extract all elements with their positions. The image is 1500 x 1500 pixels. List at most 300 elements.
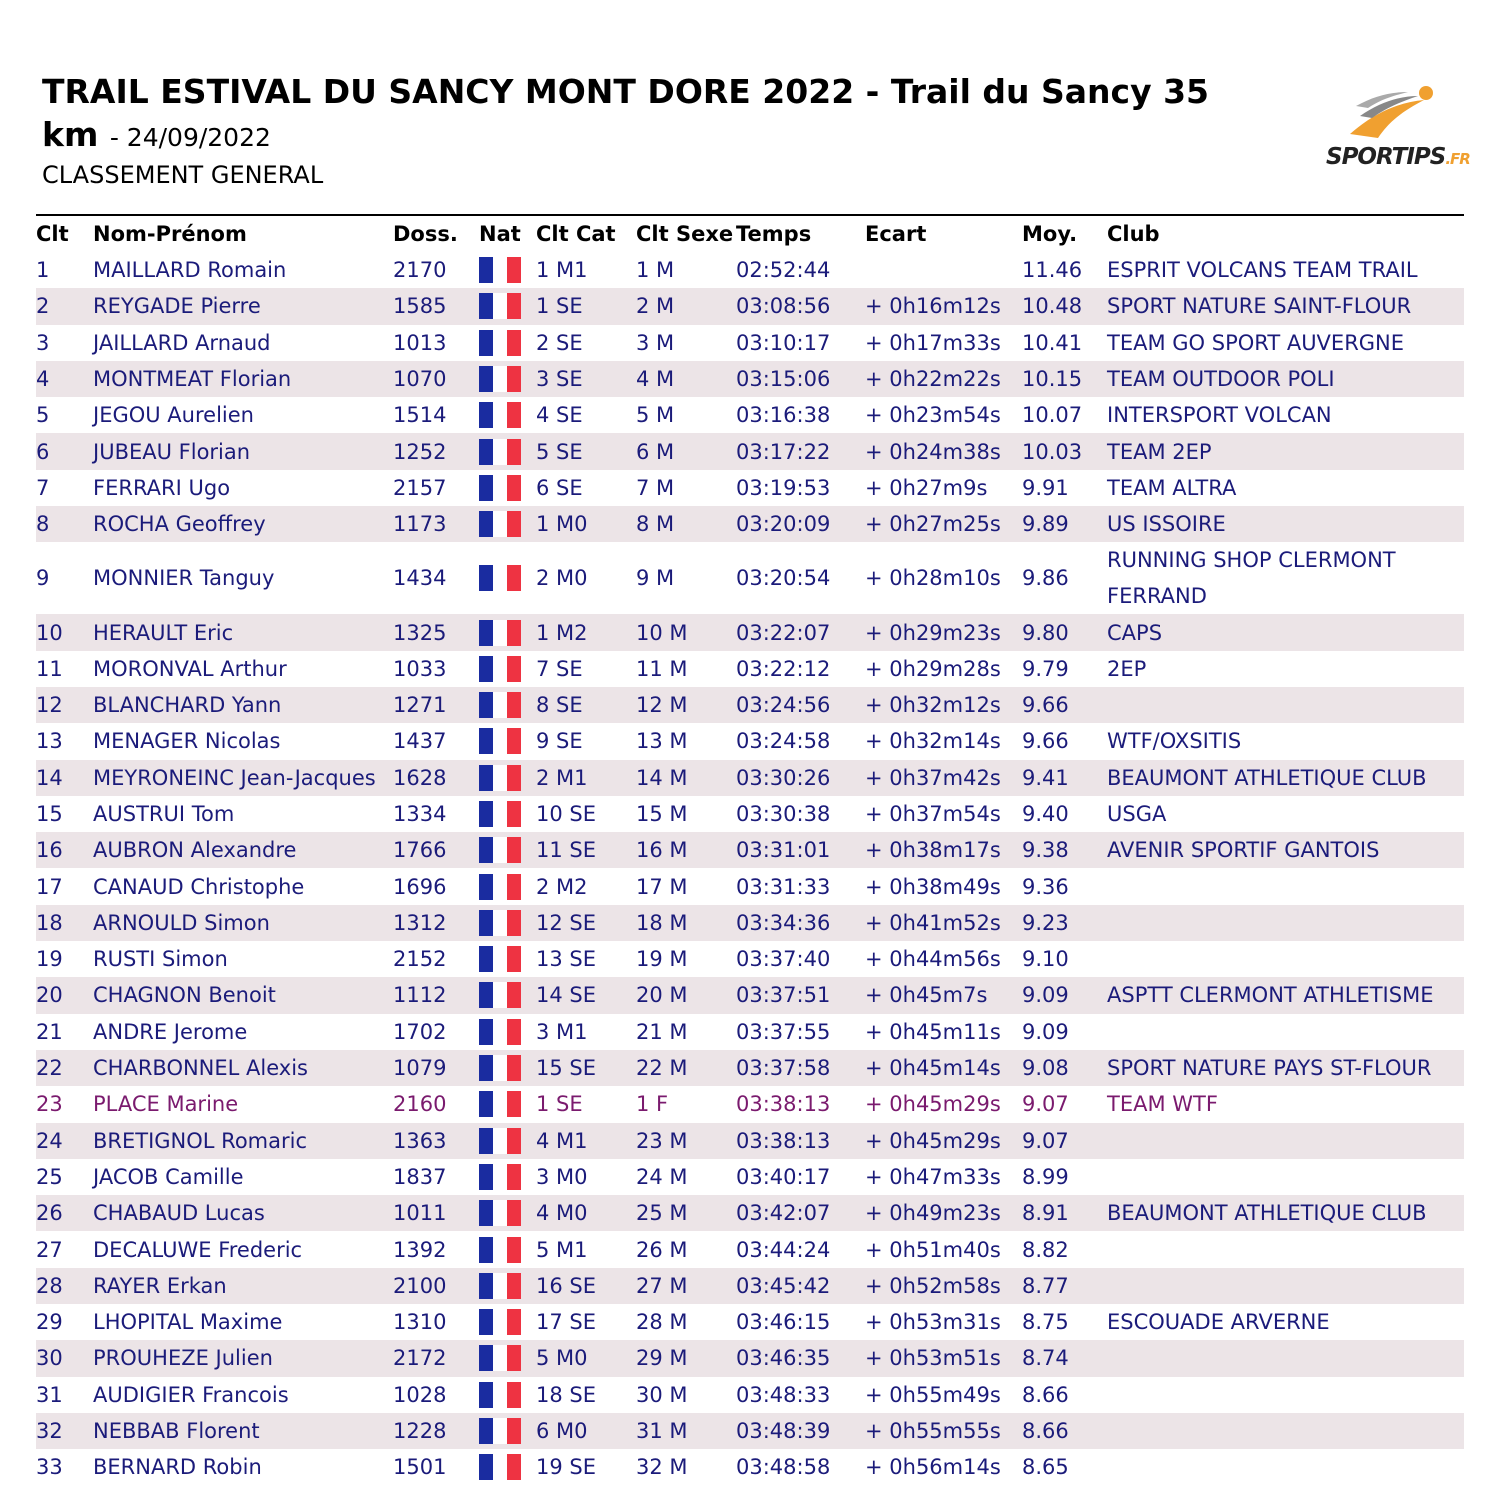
cell-nat <box>479 723 536 759</box>
cell-club: ESCOUADE ARVERNE <box>1107 1310 1330 1335</box>
cell-ecart: + 0h32m12s <box>865 693 1001 718</box>
cell-clt: 10 <box>36 620 63 645</box>
cell-name[interactable]: LHOPITAL Maxime <box>93 1310 283 1335</box>
cell-ecart: + 0h44m56s <box>865 947 1001 972</box>
cell-temps: 03:37:55 <box>736 1019 831 1044</box>
cell-nat <box>479 687 536 723</box>
cell-club <box>1107 1377 1464 1413</box>
cell-name[interactable]: MORONVAL Arthur <box>93 656 287 681</box>
france-flag-icon <box>479 511 521 537</box>
cell-clt: 7 <box>36 475 50 500</box>
cell-clt: 12 <box>36 693 63 718</box>
cell-clt-cat: 8 SE <box>536 693 583 718</box>
cell-temps: 03:46:35 <box>736 1346 831 1371</box>
cell-doss: 1033 <box>393 656 447 681</box>
table-row <box>36 506 1464 542</box>
france-flag-icon <box>479 330 521 356</box>
logo-text <box>1326 144 1470 170</box>
cell-name[interactable]: RUSTI Simon <box>93 947 228 972</box>
cell-clt: 5 <box>36 403 50 428</box>
cell-clt-sexe: 29 M <box>636 1346 688 1371</box>
table-row <box>36 1231 1464 1267</box>
cell-clt-cat: 16 SE <box>536 1273 596 1298</box>
cell-temps: 03:08:56 <box>736 294 831 319</box>
cell-moy: 8.91 <box>1022 1201 1069 1226</box>
cell-nat <box>479 760 536 796</box>
cell-moy: 8.77 <box>1022 1273 1069 1298</box>
cell-clt-cat: 5 M0 <box>536 1346 588 1371</box>
france-flag-icon <box>479 1055 521 1081</box>
france-flag-icon <box>479 1164 521 1190</box>
cell-club <box>1107 1340 1464 1376</box>
col-header-clt: Clt <box>36 222 69 246</box>
cell-club <box>1107 1231 1464 1267</box>
cell-club: TEAM OUTDOOR POLI <box>1107 367 1335 392</box>
cell-nat <box>479 1377 536 1413</box>
france-flag-icon <box>479 1273 521 1299</box>
cell-temps: 03:48:58 <box>736 1455 831 1480</box>
cell-clt-cat: 1 M2 <box>536 620 588 645</box>
cell-clt-sexe: 21 M <box>636 1019 688 1044</box>
cell-clt: 3 <box>36 330 50 355</box>
cell-club: TEAM GO SPORT AUVERGNE <box>1107 330 1405 355</box>
cell-ecart: + 0h29m23s <box>865 620 1001 645</box>
cell-temps: 03:24:58 <box>736 729 831 754</box>
cell-clt: 1 <box>36 258 50 283</box>
col-header-temps: Temps <box>736 222 812 246</box>
table-row <box>36 1086 1464 1122</box>
cell-clt-cat: 1 SE <box>536 1092 583 1117</box>
france-flag-icon <box>479 257 521 283</box>
col-header-doss: Doss. <box>393 222 458 246</box>
cell-club <box>1107 1449 1464 1485</box>
france-flag-icon <box>479 565 521 591</box>
cell-clt: 24 <box>36 1128 63 1153</box>
cell-name[interactable]: CANAUD Christophe <box>93 874 305 899</box>
cell-ecart: + 0h22m22s <box>865 367 1001 392</box>
cell-moy: 10.15 <box>1022 367 1083 392</box>
france-flag-icon <box>479 837 521 863</box>
cell-clt-sexe: 17 M <box>636 874 688 899</box>
cell-nat <box>479 614 536 650</box>
sportips-logo <box>1320 82 1470 182</box>
table-row <box>36 1195 1464 1231</box>
table-row <box>36 905 1464 941</box>
cell-clt-sexe: 26 M <box>636 1237 688 1262</box>
cell-temps: 03:48:39 <box>736 1419 831 1444</box>
cell-clt-sexe: 5 M <box>636 403 675 428</box>
france-flag-icon <box>479 620 521 646</box>
cell-doss: 1628 <box>393 765 447 790</box>
table-row <box>36 1413 1464 1449</box>
page-subtitle: CLASSEMENT GENERAL <box>42 161 324 189</box>
cell-nat <box>479 1123 536 1159</box>
cell-doss: 1173 <box>393 512 447 537</box>
cell-name[interactable]: MAILLARD Romain <box>93 258 287 283</box>
cell-clt-cat: 12 SE <box>536 910 596 935</box>
france-flag-icon <box>479 692 521 718</box>
col-header-clt-sexe: Clt Sexe <box>636 222 734 246</box>
cell-clt-sexe: 12 M <box>636 693 688 718</box>
cell-name[interactable]: MONNIER Tanguy <box>93 566 275 591</box>
cell-doss: 1013 <box>393 330 447 355</box>
cell-name[interactable]: FERRARI Ugo <box>93 475 231 500</box>
cell-ecart: + 0h38m17s <box>865 838 1001 863</box>
table-row <box>36 651 1464 687</box>
results-table <box>36 214 1464 1486</box>
cell-ecart: + 0h29m28s <box>865 656 1001 681</box>
cell-name[interactable]: AUDIGIER Francois <box>93 1382 289 1407</box>
cell-name[interactable]: HERAULT Eric <box>93 620 234 645</box>
cell-ecart: + 0h23m54s <box>865 403 1001 428</box>
cell-name[interactable]: JACOB Camille <box>93 1164 244 1189</box>
cell-club: BEAUMONT ATHLETIQUE CLUB <box>1107 765 1427 790</box>
france-flag-icon <box>479 801 521 827</box>
cell-ecart: + 0h32m14s <box>865 729 1001 754</box>
cell-clt: 8 <box>36 512 50 537</box>
cell-nat <box>479 1159 536 1195</box>
cell-clt: 32 <box>36 1419 63 1444</box>
france-flag-icon <box>479 910 521 936</box>
race-title: TRAIL ESTIVAL DU SANCY MONT DORE 2022 - Trail du Sancy 35 km <box>42 72 1209 154</box>
cell-doss: 1271 <box>393 693 447 718</box>
cell-name[interactable]: NEBBAB Florent <box>93 1419 260 1444</box>
cell-clt-sexe: 3 M <box>636 330 675 355</box>
cell-name[interactable]: BERNARD Robin <box>93 1455 262 1480</box>
cell-temps: 03:37:51 <box>736 983 831 1008</box>
table-row <box>36 325 1464 361</box>
cell-name[interactable]: MEYRONEINC Jean-Jacques <box>93 765 376 790</box>
race-date: - 24/09/2022 <box>109 123 271 152</box>
cell-clt-cat: 7 SE <box>536 656 583 681</box>
cell-clt-sexe: 8 M <box>636 512 675 537</box>
france-flag-icon <box>479 1019 521 1045</box>
cell-moy: 11.46 <box>1022 258 1083 283</box>
col-header-ecart: Ecart <box>865 222 927 246</box>
cell-clt: 17 <box>36 874 63 899</box>
cell-name[interactable]: PLACE Marine <box>93 1092 239 1117</box>
cell-ecart: + 0h55m49s <box>865 1382 1001 1407</box>
col-header-moy: Moy. <box>1022 222 1078 246</box>
cell-doss: 2100 <box>393 1273 447 1298</box>
runner-icon <box>1320 82 1440 152</box>
cell-clt: 21 <box>36 1019 63 1044</box>
cell-moy: 8.74 <box>1022 1346 1069 1371</box>
cell-temps: 03:44:24 <box>736 1237 831 1262</box>
cell-clt-cat: 14 SE <box>536 983 596 1008</box>
cell-nat <box>479 1086 536 1122</box>
cell-doss: 1585 <box>393 294 447 319</box>
cell-clt-sexe: 19 M <box>636 947 688 972</box>
cell-doss: 1696 <box>393 874 447 899</box>
cell-clt-cat: 3 SE <box>536 367 583 392</box>
cell-temps: 03:31:01 <box>736 838 831 863</box>
table-row <box>36 868 1464 904</box>
cell-nat <box>479 651 536 687</box>
cell-moy: 9.79 <box>1022 656 1069 681</box>
cell-name[interactable]: AUBRON Alexandre <box>93 838 297 863</box>
cell-name[interactable]: MENAGER Nicolas <box>93 729 281 754</box>
cell-club <box>1107 905 1464 941</box>
table-row <box>36 687 1464 723</box>
france-flag-icon <box>479 1382 521 1408</box>
cell-doss: 1837 <box>393 1164 447 1189</box>
cell-clt: 27 <box>36 1237 63 1262</box>
france-flag-icon <box>479 293 521 319</box>
cell-nat <box>479 1268 536 1304</box>
cell-name[interactable]: CHABAUD Lucas <box>93 1201 265 1226</box>
cell-doss: 1079 <box>393 1056 447 1081</box>
cell-doss: 1363 <box>393 1128 447 1153</box>
cell-moy: 9.36 <box>1022 874 1069 899</box>
table-row <box>36 542 1464 614</box>
cell-name[interactable]: MONTMEAT Florian <box>93 367 292 392</box>
cell-clt: 28 <box>36 1273 63 1298</box>
france-flag-icon <box>479 728 521 754</box>
cell-club: TEAM ALTRA <box>1107 475 1237 500</box>
cell-clt-sexe: 1 M <box>636 258 675 283</box>
cell-clt-sexe: 4 M <box>636 367 675 392</box>
cell-club: INTERSPORT VOLCAN <box>1107 403 1332 428</box>
cell-ecart: + 0h16m12s <box>865 294 1001 319</box>
cell-temps: 03:22:07 <box>736 620 831 645</box>
france-flag-icon <box>479 439 521 465</box>
cell-moy: 9.10 <box>1022 947 1069 972</box>
cell-doss: 1334 <box>393 802 447 826</box>
cell-moy: 9.38 <box>1022 838 1069 863</box>
cell-doss: 1437 <box>393 729 447 754</box>
logo-suffix: .FR <box>1445 150 1470 168</box>
cell-moy: 8.65 <box>1022 1455 1069 1480</box>
cell-doss: 2170 <box>393 258 447 283</box>
cell-clt-sexe: 13 M <box>636 729 688 754</box>
cell-moy: 9.80 <box>1022 620 1069 645</box>
cell-ecart: + 0h41m52s <box>865 910 1001 935</box>
cell-moy: 9.41 <box>1022 765 1069 790</box>
cell-club <box>1107 868 1464 904</box>
cell-club: RUNNING SHOP CLERMONT FERRAND <box>1107 548 1396 609</box>
cell-clt: 2 <box>36 294 50 319</box>
cell-doss: 1514 <box>393 403 447 428</box>
cell-doss: 1112 <box>393 983 447 1008</box>
cell-moy: 8.66 <box>1022 1382 1069 1407</box>
cell-ecart: + 0h37m42s <box>865 765 1001 790</box>
cell-club: SPORT NATURE SAINT-FLOUR <box>1107 294 1412 319</box>
cell-name[interactable]: AUSTRUI Tom <box>93 802 235 826</box>
cell-nat <box>479 796 536 832</box>
table-row <box>36 1159 1464 1195</box>
cell-clt-sexe: 32 M <box>636 1455 688 1480</box>
cell-doss: 1310 <box>393 1310 447 1335</box>
cell-name[interactable]: BRETIGNOL Romaric <box>93 1128 308 1153</box>
cell-clt-cat: 5 SE <box>536 439 583 464</box>
table-row <box>36 723 1464 759</box>
cell-temps: 03:20:09 <box>736 512 831 537</box>
logo-name: SPORTIPS <box>1326 144 1446 170</box>
cell-temps: 03:30:38 <box>736 802 831 826</box>
cell-clt-sexe: 28 M <box>636 1310 688 1335</box>
cell-clt-sexe: 2 M <box>636 294 675 319</box>
cell-clt-cat: 1 SE <box>536 294 583 319</box>
cell-nat <box>479 905 536 941</box>
cell-nat <box>479 470 536 506</box>
cell-name[interactable]: BLANCHARD Yann <box>93 693 282 718</box>
cell-doss: 2157 <box>393 475 447 500</box>
cell-temps: 03:42:07 <box>736 1201 831 1226</box>
cell-moy: 9.66 <box>1022 693 1069 718</box>
cell-clt: 11 <box>36 656 63 681</box>
cell-moy: 9.66 <box>1022 729 1069 754</box>
france-flag-icon <box>479 1091 521 1117</box>
table-header-row <box>36 215 1464 252</box>
cell-clt: 16 <box>36 838 63 863</box>
cell-clt: 19 <box>36 947 63 972</box>
cell-name[interactable]: JAILLARD Arnaud <box>93 330 271 355</box>
cell-moy: 9.08 <box>1022 1056 1069 1081</box>
cell-ecart: + 0h53m51s <box>865 1346 1001 1371</box>
cell-temps: 03:30:26 <box>736 765 831 790</box>
cell-clt-cat: 3 M0 <box>536 1164 588 1189</box>
cell-doss: 1028 <box>393 1382 447 1407</box>
cell-temps: 03:45:42 <box>736 1273 831 1298</box>
cell-club: AVENIR SPORTIF GANTOIS <box>1107 838 1380 863</box>
cell-moy: 9.40 <box>1022 802 1069 826</box>
cell-clt-cat: 6 M0 <box>536 1419 588 1444</box>
cell-nat <box>479 941 536 977</box>
page-title <box>42 70 1222 159</box>
cell-ecart: + 0h27m25s <box>865 512 1001 537</box>
cell-ecart: + 0h45m14s <box>865 1056 1001 1081</box>
cell-clt-cat: 15 SE <box>536 1056 596 1081</box>
cell-ecart: + 0h27m9s <box>865 475 988 500</box>
cell-moy: 9.89 <box>1022 512 1069 537</box>
cell-club <box>1107 687 1464 723</box>
cell-clt-cat: 2 M2 <box>536 874 588 899</box>
cell-club: WTF/OXSITIS <box>1107 729 1242 754</box>
cell-doss: 2172 <box>393 1346 447 1371</box>
cell-clt-cat: 2 SE <box>536 330 583 355</box>
cell-club: USGA <box>1107 802 1167 826</box>
cell-club <box>1107 1413 1464 1449</box>
france-flag-icon <box>479 946 521 972</box>
cell-name[interactable]: REYGADE Pierre <box>93 294 261 319</box>
cell-nat <box>479 977 536 1013</box>
cell-club <box>1107 1159 1464 1195</box>
cell-doss: 1766 <box>393 838 447 863</box>
cell-clt-cat: 10 SE <box>536 802 596 826</box>
table-row <box>36 361 1464 397</box>
cell-clt-sexe: 24 M <box>636 1164 688 1189</box>
table-row <box>36 832 1464 868</box>
page-header <box>42 70 1222 189</box>
cell-clt-sexe: 14 M <box>636 765 688 790</box>
cell-ecart: + 0h52m58s <box>865 1273 1001 1298</box>
cell-doss: 1252 <box>393 439 447 464</box>
france-flag-icon <box>479 366 521 392</box>
cell-name[interactable]: JEGOU Aurelien <box>93 403 254 428</box>
cell-clt-cat: 1 M1 <box>536 258 588 283</box>
cell-clt: 20 <box>36 983 63 1008</box>
cell-doss: 1228 <box>393 1419 447 1444</box>
cell-moy: 9.07 <box>1022 1128 1069 1153</box>
cell-clt-sexe: 22 M <box>636 1056 688 1081</box>
cell-clt: 9 <box>36 566 50 591</box>
cell-clt-cat: 2 M1 <box>536 765 588 790</box>
cell-clt-sexe: 18 M <box>636 910 688 935</box>
table-row <box>36 1449 1464 1485</box>
cell-name[interactable]: CHARBONNEL Alexis <box>93 1056 308 1081</box>
cell-moy: 9.23 <box>1022 910 1069 935</box>
cell-clt-cat: 1 M0 <box>536 512 588 537</box>
cell-name[interactable]: ROCHA Geoffrey <box>93 512 266 537</box>
cell-ecart: + 0h37m54s <box>865 802 1001 826</box>
cell-name[interactable]: ARNOULD Simon <box>93 910 270 935</box>
cell-name[interactable]: PROUHEZE Julien <box>93 1346 273 1371</box>
table-row <box>36 614 1464 650</box>
cell-name[interactable]: CHAGNON Benoit <box>93 983 276 1008</box>
table-row <box>36 288 1464 324</box>
cell-temps: 03:19:53 <box>736 475 831 500</box>
cell-moy: 9.86 <box>1022 566 1069 591</box>
cell-clt-sexe: 11 M <box>636 656 688 681</box>
france-flag-icon <box>479 765 521 791</box>
table-row <box>36 1377 1464 1413</box>
france-flag-icon <box>479 1237 521 1263</box>
france-flag-icon <box>479 1418 521 1444</box>
cell-clt-cat: 11 SE <box>536 838 596 863</box>
cell-ecart: + 0h45m7s <box>865 983 988 1008</box>
cell-doss: 1011 <box>393 1201 447 1226</box>
france-flag-icon <box>479 1345 521 1371</box>
cell-ecart: + 0h45m11s <box>865 1019 1001 1044</box>
cell-nat <box>479 361 536 397</box>
cell-temps: 03:31:33 <box>736 874 831 899</box>
cell-clt-sexe: 1 F <box>636 1092 669 1117</box>
cell-temps: 03:34:36 <box>736 910 831 935</box>
cell-moy: 8.66 <box>1022 1419 1069 1444</box>
cell-moy: 8.75 <box>1022 1310 1069 1335</box>
cell-clt-sexe: 10 M <box>636 620 688 645</box>
cell-club <box>1107 1268 1464 1304</box>
cell-temps: 03:46:15 <box>736 1310 831 1335</box>
cell-moy: 8.82 <box>1022 1237 1069 1262</box>
cell-moy: 9.91 <box>1022 475 1069 500</box>
cell-clt-sexe: 20 M <box>636 983 688 1008</box>
col-header-club: Club <box>1107 222 1160 246</box>
cell-club <box>1107 1014 1464 1050</box>
cell-name[interactable]: JUBEAU Florian <box>93 439 251 464</box>
cell-name[interactable]: DECALUWE Frederic <box>93 1237 303 1262</box>
cell-moy: 8.99 <box>1022 1164 1069 1189</box>
france-flag-icon <box>479 475 521 501</box>
cell-clt-cat: 13 SE <box>536 947 596 972</box>
france-flag-icon <box>479 874 521 900</box>
cell-clt-cat: 4 M0 <box>536 1201 588 1226</box>
table-row <box>36 1268 1464 1304</box>
cell-name[interactable]: RAYER Erkan <box>93 1273 227 1298</box>
france-flag-icon <box>479 1309 521 1335</box>
cell-nat <box>479 832 536 868</box>
cell-club: SPORT NATURE PAYS ST-FLOUR <box>1107 1056 1432 1081</box>
table-row <box>36 1050 1464 1086</box>
cell-temps: 03:22:12 <box>736 656 831 681</box>
cell-temps: 03:37:40 <box>736 947 831 972</box>
cell-name[interactable]: ANDRE Jerome <box>93 1019 248 1044</box>
cell-nat <box>479 433 536 469</box>
cell-clt: 18 <box>36 910 63 935</box>
cell-ecart: + 0h49m23s <box>865 1201 1001 1226</box>
cell-clt: 22 <box>36 1056 63 1081</box>
